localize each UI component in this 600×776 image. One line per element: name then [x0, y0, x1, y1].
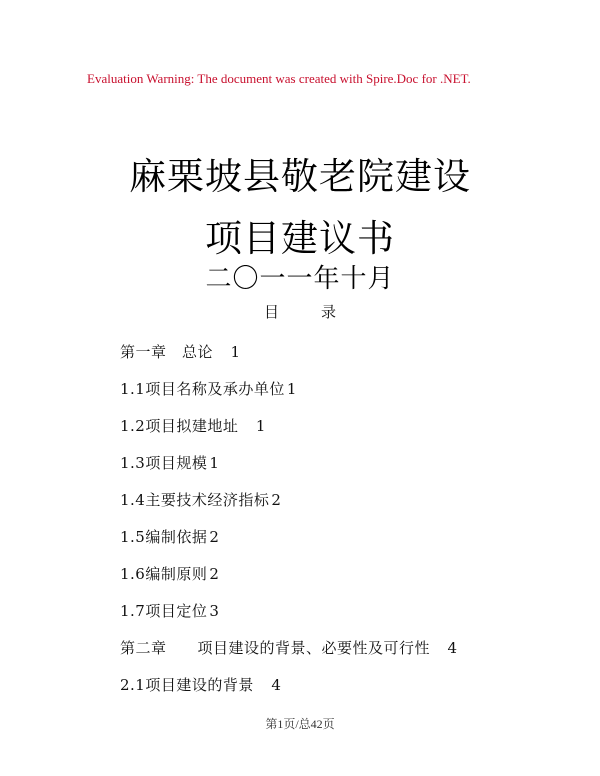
toc-item-text: 1.3项目规模 [120, 454, 208, 472]
table-of-contents [120, 340, 458, 710]
toc-item-text: 2.1项目建设的背景 [120, 676, 270, 694]
toc-item-page: 2 [209, 528, 220, 546]
toc-item-page: 4 [447, 639, 458, 657]
toc-item-page: 4 [271, 676, 282, 694]
toc-item-page: 1 [286, 380, 297, 398]
toc-item[interactable] [120, 636, 458, 673]
toc-item-text: 1.7项目定位 [120, 602, 208, 620]
toc-heading [0, 301, 600, 322]
toc-item-page: 1 [230, 343, 241, 361]
toc-item[interactable] [120, 488, 458, 525]
toc-item[interactable] [120, 451, 458, 488]
document-date: 二〇一一年十月 [205, 264, 395, 294]
toc-item-text: 第一章 总论 [120, 343, 229, 361]
toc-item[interactable] [120, 377, 458, 414]
document-title-line-2: 项目建议书 [205, 217, 395, 260]
toc-item-text: 1.2项目拟建地址 [120, 417, 254, 435]
toc-item[interactable] [120, 525, 458, 562]
toc-item-page: 1 [255, 417, 266, 435]
toc-item-text: 1.1项目名称及承办单位 [120, 380, 285, 398]
toc-item[interactable] [120, 414, 458, 451]
toc-item-page: 1 [209, 454, 220, 472]
toc-item-text: 第二章 项目建设的背景、必要性及可行性 [120, 639, 446, 657]
toc-item-text: 1.5编制依据 [120, 528, 208, 546]
toc-heading-left: 目 [263, 303, 279, 321]
toc-item-page: 2 [209, 565, 220, 583]
document-title-line-1: 麻栗坡县敬老院建设 [129, 155, 471, 198]
toc-item[interactable] [120, 599, 458, 636]
toc-item-page: 3 [209, 602, 220, 620]
evaluation-warning: Evaluation Warning: The document was created with Spire.Doc for .NET. [87, 71, 471, 86]
toc-item[interactable] [120, 340, 458, 377]
toc-heading-right: 录 [321, 303, 337, 321]
page-footer: 第1页/总42页 [265, 717, 335, 731]
toc-item-text: 1.4主要技术经济指标 [120, 491, 270, 509]
toc-item-page: 2 [271, 491, 282, 509]
toc-item[interactable] [120, 562, 458, 599]
toc-item-text: 1.6编制原则 [120, 565, 208, 583]
toc-item[interactable] [120, 673, 458, 710]
